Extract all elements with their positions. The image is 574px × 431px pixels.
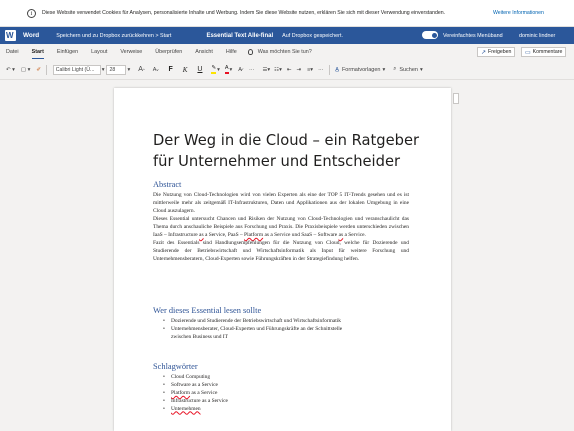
abstract-text: as a Service und SaaS – Software [263, 231, 339, 238]
back-to-dropbox-link[interactable]: Speichern und zu Dropbox zurückkehren > Start [56, 32, 172, 39]
more-info-link[interactable]: Weitere Informationen [493, 10, 544, 16]
font-dropdown-chevron-icon[interactable]: ▾ [101, 66, 105, 73]
more-font-options-icon[interactable]: ··· [248, 66, 255, 73]
share-label: Freigeben [488, 49, 512, 55]
more-paragraph-options-icon[interactable]: ··· [318, 66, 324, 73]
user-account[interactable]: dominic lindner [519, 32, 556, 39]
font-size-dropdown[interactable]: 28 [106, 65, 126, 75]
document-title[interactable]: Essential Text Alle-final [206, 32, 274, 39]
bold-button[interactable]: F [168, 66, 173, 73]
abstract-text: a Service, PaaS – [203, 231, 245, 238]
font-name-dropdown[interactable]: Calibri Light (Ü... [53, 65, 101, 75]
underline-button[interactable]: U [197, 66, 203, 73]
toolbar-divider [329, 65, 330, 75]
size-dropdown-chevron-icon[interactable]: ▾ [127, 66, 131, 73]
decrease-indent-icon[interactable]: ⇤ [286, 66, 292, 73]
font-color-chevron-icon[interactable]: ▾ [229, 66, 233, 73]
readers-heading[interactable]: Wer dieses Essential lesen sollte [153, 306, 262, 315]
lightbulb-icon [248, 49, 253, 55]
bullets-icon[interactable]: ☰▾ [262, 66, 271, 73]
search-icon: ⌕ [393, 66, 397, 72]
tab-start[interactable]: Start [31, 49, 44, 55]
share-icon: ↗ [481, 49, 487, 56]
styles-icon: A̲ [335, 66, 339, 73]
spelling-flag: Platform [244, 231, 264, 238]
search-chevron-icon: ▾ [419, 66, 423, 73]
list-item: • Dozierende und Studierende der Betriebswirtschaft und Wirtschaftsinformatik [163, 318, 403, 326]
tab-layout[interactable]: Layout [91, 49, 108, 55]
tab-datei[interactable]: Datei [6, 49, 19, 55]
app-name[interactable]: Word [23, 32, 40, 39]
info-icon: i [27, 9, 36, 18]
spelling-flag: as [338, 231, 344, 238]
comments-button[interactable] [521, 47, 566, 57]
list-item: • Platform as a Service [163, 390, 403, 398]
tab-ueberpruefen[interactable]: Überprüfen [155, 49, 183, 55]
search-button[interactable] [393, 66, 423, 73]
document-heading[interactable]: Der Weg in die Cloud – ein Ratgeber für Unternehmer und Entscheider [153, 132, 420, 170]
save-status: Auf Dropbox gespeichert. [282, 32, 343, 39]
align-icon[interactable]: ≡▾ [307, 66, 314, 73]
title-bar [0, 27, 574, 44]
highlight-chevron-icon[interactable]: ▾ [217, 66, 220, 73]
spelling-flag: as [199, 231, 204, 238]
toolbar-divider [46, 65, 47, 75]
comment-icon: ▭ [525, 49, 531, 56]
clear-format-icon[interactable]: A̷ [238, 66, 242, 73]
italic-button[interactable]: K [182, 65, 188, 74]
highlight-color-icon[interactable]: ✎ [211, 65, 216, 74]
formatting-toolbar [0, 60, 574, 80]
readers-list[interactable] [163, 318, 403, 342]
styles-button[interactable] [335, 67, 385, 73]
abstract-paragraph-1: Die Nutzung von Cloud-Technologien wird von vielen Experten als eine der TOP 5 IT-Trends gesehen und es ist mittlerweile mehr als zeitgemäß IT-Infrastrukturen, Daten und Applikationen aus der lokalen Umgebung in eine Cloud auszulagern. [153, 192, 409, 214]
grow-font-button[interactable]: A ^ [138, 66, 145, 73]
margin-marker[interactable] [453, 93, 459, 104]
shrink-font-button[interactable]: A v [152, 66, 159, 73]
share-button[interactable] [477, 47, 515, 57]
word-logo-icon[interactable] [5, 30, 16, 41]
undo-icon[interactable]: ↶ ▾ [6, 66, 15, 73]
document-page[interactable] [114, 88, 451, 431]
numbering-icon[interactable]: ☷▾ [274, 66, 282, 73]
keywords-list[interactable] [163, 374, 403, 414]
font-color-icon[interactable]: A [225, 65, 229, 74]
tell-me-label: Was möchten Sie tun? [257, 49, 312, 55]
abstract-text: a Service. [343, 231, 366, 238]
cookie-text: Diese Website verwendet Cookies für Analysen, personalisierte Inhalte und Werbung. Indem Sie diese Website nutzen, erklären Sie sich mit dieser Verwendung einverstanden. [42, 10, 446, 16]
increase-indent-icon[interactable]: ⇥ [296, 66, 302, 73]
abstract-paragraph-3: Fazit des Essentials sind Handlungsempfehlungen für die Nutzung von Cloud, welche für Dozierende und Studierende der Betriebswirtschaft und Wirtschaftsinformatik als Input für weitere Forschung und Unternehmensberatern, Cloud-Experten sowie Führungskräften in der Strategiefindung helfen. [153, 239, 409, 262]
tab-ansicht[interactable]: Ansicht [195, 49, 213, 55]
abstract-body[interactable] [153, 192, 409, 264]
search-label: Suchen [399, 66, 418, 73]
list-item: • Cloud Computing [163, 374, 403, 382]
list-item: • Infrastructure as a Service [163, 398, 403, 406]
list-item: • Software as a Service [163, 382, 403, 390]
simplified-ribbon-toggle[interactable] [422, 31, 438, 39]
clipboard-icon[interactable]: ▢ ▾ [20, 66, 31, 73]
list-item-continuation: zwischen Business und IT [171, 333, 228, 340]
abstract-text: Dieses Essential untersucht Chancen und Risiken der Nutzung von Cloud-Technologien und veranschaulicht das Thema durch anschauliche Beispiele aus Forschung und Praxis. Die Praxisbeispiele werden unterschieden zwischen IaaS – Infrastructure [153, 215, 409, 238]
comments-label: Kommentare [532, 49, 563, 55]
tell-me-search[interactable] [248, 49, 312, 55]
list-item: • Unternehmensberater, Cloud-Experten und Führungskräfte an der Schnittstelle [163, 326, 403, 334]
ribbon-tabs [0, 44, 574, 60]
keywords-heading[interactable]: Schlagwörter [153, 362, 198, 371]
tab-verweise[interactable]: Verweise [120, 49, 143, 55]
format-painter-icon[interactable]: ✐ [36, 66, 42, 73]
shrink-font-label: A [152, 66, 157, 73]
spelling-flag: Platform [171, 389, 191, 396]
styles-label: Formatvorlagen [341, 66, 381, 73]
abstract-heading[interactable]: Abstract [153, 180, 182, 189]
styles-chevron-icon: ▾ [382, 66, 386, 73]
abstract-paragraph-2 [153, 216, 409, 240]
grow-font-label: A [138, 66, 143, 73]
tab-hilfe[interactable]: Hilfe [225, 49, 237, 55]
simplified-ribbon-label: Vereinfachtes Menüband [443, 32, 503, 39]
cookie-banner [0, 0, 574, 27]
list-item [163, 406, 403, 414]
tab-einfuegen[interactable]: Einfügen [56, 49, 79, 55]
spelling-flag: Unternehmen [171, 405, 201, 412]
